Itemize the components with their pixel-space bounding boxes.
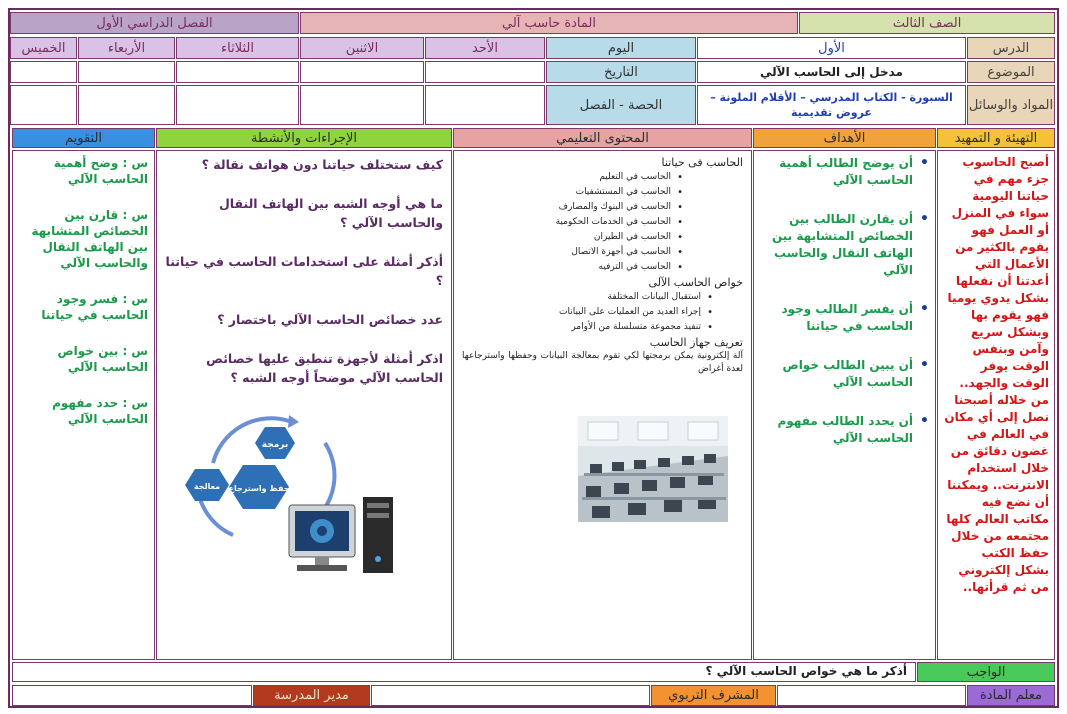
topic-label: الموضوع <box>967 61 1055 83</box>
diagram-processing-label: معالجة <box>193 482 221 491</box>
content-item: • إجراء العديد من العمليات على البيانات <box>462 305 713 320</box>
date-cell-thursday <box>10 61 77 83</box>
col-header-intro: التهيئة و التمهيد <box>937 128 1055 148</box>
semester-cell: الفصل الدراسي الأول <box>10 12 299 34</box>
period-cell-thursday <box>10 85 77 125</box>
principal-signature <box>12 685 252 706</box>
date-label: التاريخ <box>546 61 696 83</box>
day-wednesday: الأربعاء <box>78 37 175 59</box>
content-item: • الحاسب في البنوك والمصارف <box>462 200 683 215</box>
topic-value: مدخل إلى الحاسب الآلي <box>697 61 966 83</box>
procedure-item: اذكر أمثلة لأجهزة تنطبق عليها خصائص الحاسب الآلي موضحاً أوجه الشبه ؟ <box>206 351 443 385</box>
col-header-goals: الأهداف <box>753 128 936 148</box>
content-item: • الحاسب في الترفيه <box>462 260 683 275</box>
teacher-label: معلم المادة <box>967 685 1055 706</box>
evaluation-item: س : قارن بين الخصائص المتشابهة بين الهاتف النقال والحاسب الآلي <box>31 208 148 270</box>
materials-label: المواد والوسائل <box>967 85 1055 125</box>
content-item: • الحاسب في التعليم <box>462 170 683 185</box>
col-header-procedures: الإجراءات والأنشطة <box>156 128 452 148</box>
evaluation-cell <box>12 150 155 660</box>
lesson-label: الدرس <box>967 37 1055 59</box>
content-section1-list <box>462 170 683 275</box>
goal-item: • أن يوضح الطالب أهمية الحاسب الآلي <box>760 155 929 189</box>
day-monday: الاثنين <box>300 37 424 59</box>
date-cell-monday <box>300 61 424 83</box>
period-cell-wednesday <box>78 85 175 125</box>
day-sunday: الأحد <box>425 37 545 59</box>
evaluation-item: س : بين خواص الحاسب الآلي <box>57 344 148 374</box>
content-item: • الحاسب في أجهزة الاتصال <box>462 245 683 260</box>
day-thursday: الخميس <box>10 37 77 59</box>
content-section2-list <box>462 290 713 335</box>
period-cell-tuesday <box>176 85 299 125</box>
teacher-signature <box>777 685 966 706</box>
subject-cell: المادة حاسب آلي <box>300 12 798 34</box>
content-item: • الحاسب في الخدمات الحكومية <box>462 215 683 230</box>
content-item: • استقبال البيانات المختلفة <box>462 290 713 305</box>
day-tuesday: الثلاثاء <box>176 37 299 59</box>
goal-item: • أن يفسر الطالب وجود الحاسب في حياتنا <box>760 301 929 335</box>
lesson-value: الأول <box>697 37 966 59</box>
period-cell-monday <box>300 85 424 125</box>
content-item: • تنفيذ مجموعة متسلسلة من الأوامر <box>462 320 713 335</box>
diagram-programming-label: برمجة <box>261 440 289 450</box>
goals-list <box>760 155 929 447</box>
computer-cycle-diagram <box>179 413 403 583</box>
diagram-storage-label: حفظ واسترجاع <box>228 484 290 493</box>
col-header-content: المحتوى التعليمي <box>453 128 752 148</box>
date-cell-tuesday <box>176 61 299 83</box>
content-section2-title: خواص الحاسب الآلى <box>648 276 743 289</box>
col-header-evaluation: التقويم <box>12 128 155 148</box>
goal-item: • أن يبين الطالب خواص الحاسب الآلي <box>760 357 929 391</box>
date-cell-sunday <box>425 61 545 83</box>
content-definition: آلة إلكترونية يمكن برمجتها لكي تقوم بمعالجة البيانات وحفظها واسترجاعها لعدة أغراض <box>462 351 743 374</box>
period-label: الحصة - الفصل <box>546 85 696 125</box>
content-item: • الحاسب في المستشفيات <box>462 185 683 200</box>
goal-item: • أن يحدد الطالب مفهوم الحاسب الآلي <box>760 413 929 447</box>
supervisor-signature <box>371 685 650 706</box>
evaluation-item: س : حدد مفهوم الحاسب الآلي <box>52 396 148 426</box>
computer-lab-image <box>578 416 728 522</box>
homework-label: الواجب <box>917 662 1055 682</box>
goal-item: • أن يقارن الطالب بين الخصائص المتشابهة بين الهاتف النقال والحاسب الآلي <box>760 211 929 279</box>
evaluation-item: س : فسر وجود الحاسب في حياتنا <box>41 292 148 322</box>
procedure-item: أذكر أمثلة على استخدامات الحاسب في حياتنا ؟ <box>165 254 443 288</box>
evaluation-item: س : وضح أهمية الحاسب الآلي <box>53 156 148 186</box>
procedure-item: ما هي أوجه الشبه بين الهاتف النقال والحاسب الآلي ؟ <box>218 196 443 230</box>
day-label: اليوم <box>546 37 696 59</box>
grade-cell: الصف الثالث <box>799 12 1055 34</box>
supervisor-label: المشرف التربوي <box>651 685 776 706</box>
period-cell-sunday <box>425 85 545 125</box>
date-cell-wednesday <box>78 61 175 83</box>
homework-text: أذكر ما هي خواص الحاسب الآلي ؟ <box>12 662 916 682</box>
content-section3-title: تعريف جهاز الحاسب <box>649 336 743 349</box>
principal-label: مدير المدرسة <box>253 685 370 706</box>
content-item: • الحاسب في الطيران <box>462 230 683 245</box>
intro-text: أصبح الحاسوب جزء مهم في حياتنا اليومية سواء في المنزل أو العمل فهو يقوم بالكثير من الأعمال التي أعدتنا أن نفعلها بشكل يدوي يوميا فهو يقوم بها وبشكل سريع وآمن وبنفس الوقت يوفر الوقت والجهد.. من خلاله أصبحنا نصل إلى أي مكان في العالم في غضون دقائق من خلال استخدام الانترنت.. ويمكننا أن نضع فيه مكاتب العالم كلها مجتمعه من خلال حفظ الكتب بشكل إلكتروني من ثم قرأتها.. <box>937 150 1055 660</box>
procedure-item: كيف ستختلف حياتنا دون هواتف نقالة ؟ <box>201 157 443 172</box>
materials-value: السبورة - الكتاب المدرسي – الأقلام الملونة – عروض تقديمية <box>697 85 966 125</box>
procedure-item: عدد خصائص الحاسب الآلي باختصار ؟ <box>217 312 443 327</box>
procedures-cell <box>156 150 452 660</box>
goals-cell <box>753 150 936 660</box>
content-cell <box>453 150 752 660</box>
content-section1-title: الحاسب فى حياتنا <box>661 156 743 169</box>
